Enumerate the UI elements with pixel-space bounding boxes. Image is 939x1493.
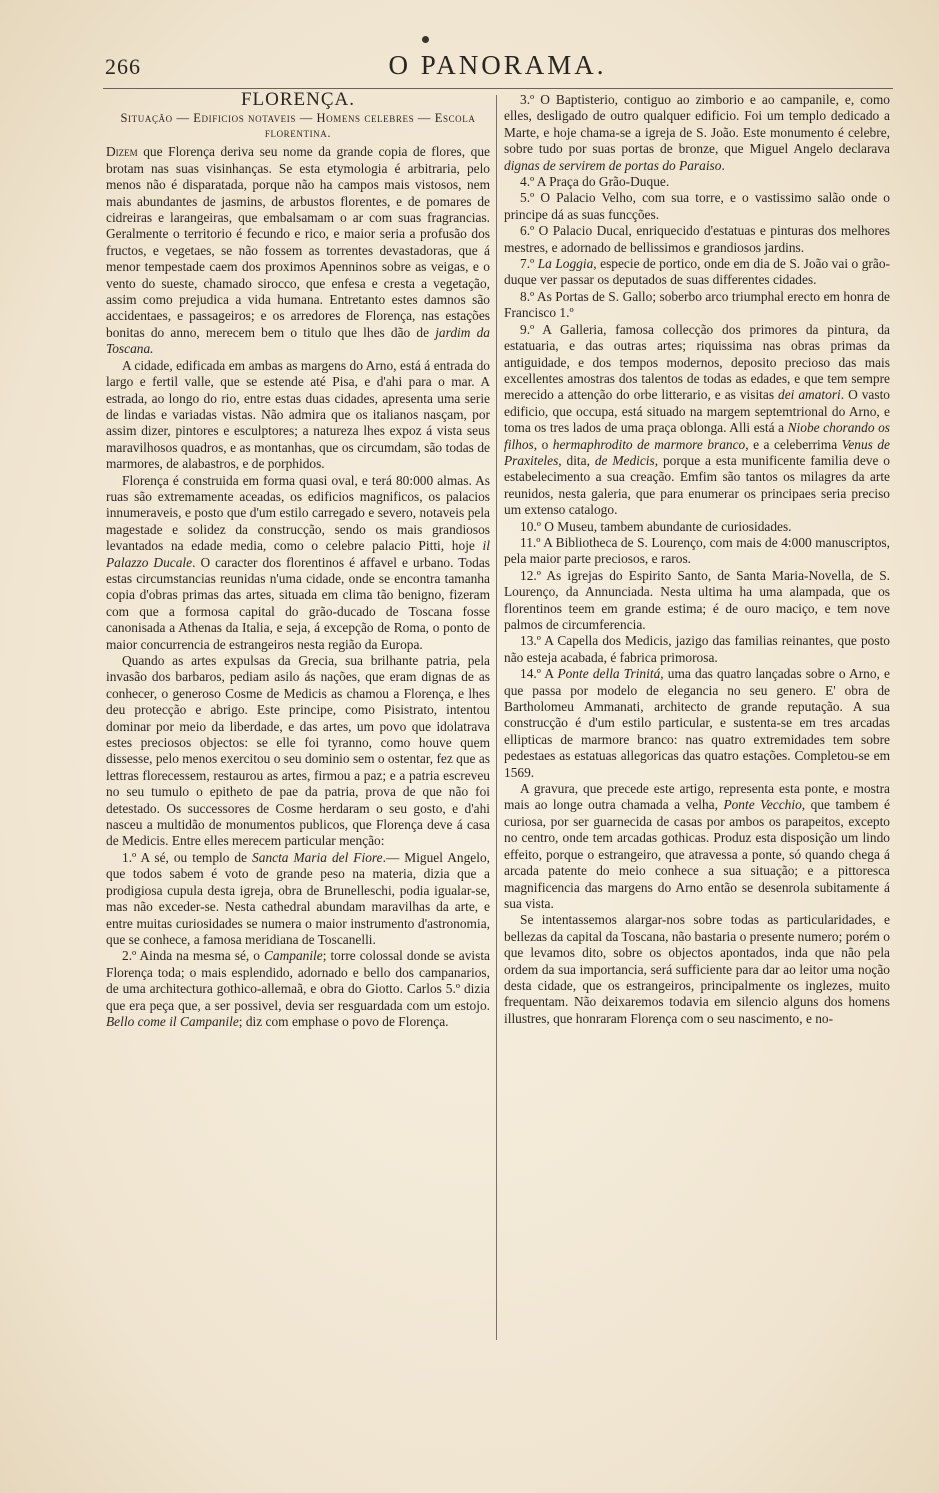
paragraph: 11.º A Bibliotheca de S. Lourenço, com mais de 4:000 manuscriptos, pela maior parte preciosos, e raros. (504, 534, 890, 567)
column-divider (496, 95, 497, 1340)
paragraph: 10.º O Museu, tambem abundante de curiosidades. (520, 518, 792, 534)
journal-title: O PANORAMA. (388, 50, 607, 80)
paragraph: 6.º O Palacio Ducal, enriquecido d'estatuas e pinturas dos melhores mestres, e adornado de bellissimos e grandiosos jardins. (504, 223, 890, 255)
lead-word: Dizem (106, 144, 138, 160)
paragraph: A gravura, que precede este artigo, representa esta ponte, e mostra mais ao longe outra chamada a velha, Ponte Vecchio, que tambem é curiosa, por ser guarnecida de casas por ambos os parapeitos, excepto no centro, onde tem arcadas gothicas. Produz esta disposição um lindo effeito, porque o estrangeiro, que atravessa a ponte, só quando chega á arcada patente do meio conhece a sua situação; e a pittoresca magnificencia das margens do Arno então se desenrola subitamente á sua vista. (504, 781, 890, 911)
paragraph: 2.º Ainda na mesma sé, o Campanile; torre colossal donde se avista Florença toda; o mais esplendido, adornado e bello dos campanarios, de uma architectura gothico-allemaã, e obra do Giotto. Carlos 5.º dizia que era peça que, a ser possivel, devia ser resguardada com um estojo. Bello come il Campanile; diz com emphase o povo de Florença. (106, 948, 490, 1029)
paragraph: 14.º A Ponte della Trinitá, uma das quatro lançadas sobre o Arno, e que passa por modelo de elegancia no seu genero. E' obra de Bartholomeu Ammanati, architecto de grande reputação. A sua construcção é d'um estilo particular, e sustenta-se em tres arcadas ellipticas de marmore branco: nas quatro extremidades tem sobre pedestaes as estatuas allegoricas das quatro estações. Completou-se em 1569. (504, 666, 891, 780)
paragraph: Florença é construida em forma quasi oval, e terá 80:000 almas. As ruas são extremamente aceadas, os edificios magnificos, os palacios innumeraveis, e posto que d'um estilo carregado e severo, notaveis pela magestade e solidez da construcção, sendo os mais grandiosos levantados na edade media, como o celebre palacio Pitti, hoje il Palazzo Ducale. O caracter dos florentinos é affavel e urbano. Todas estas circumstancias reunidas n'uma cidade, onde se encontra tamanha copia d'obras primas das artes, situada em clima tão benigno, fizeram com que a formosa capital do grão-ducado de Toscana fosse canonisada a Athenas da Italia, e seja, á excepção de Roma, o ponto de maior concurrencia de estrangeiros nesta região da Europa. (106, 472, 490, 652)
article-title: FLORENÇA. (240, 89, 356, 110)
paragraph: 7.º La Loggia, especie de portico, onde em dia de S. João vai o grão-duque ver passar os deputados de suas differentes cidades. (504, 256, 890, 288)
header-rule (103, 88, 893, 89)
paragraph: 3.º O Baptisterio, contiguo ao zimborio e ao campanile, e, como elles, desligado de outro qualquer edificio. Foi um templo dedicado a Marte, e hoje chama-se a igreja de S. João. Este monumento é celebre, sobre tudo por suas portas de bronze, que Miguel Angelo declarava dignas de servirem de portas do Paraiso. (504, 92, 890, 173)
paragraph: Se intentassemos alargar-nos sobre todas as particularidades, e bellezas da capital da Toscana, não bastaria o presente numero; porém o que levamos dito, sobre os objectos apontados, inda que não pela ordem da sua importancia, será sufficiente para dar ao leitor uma noção desta cidade, que os estrangeiros, principalmente os inglezes, muito frequentam. Não deixaremos todavia em silencio alguns dos homens illustres, que honraram Florença com o seu nascimento, e no- (504, 912, 890, 1026)
left-column (106, 89, 490, 1030)
page-number: 266 (105, 54, 141, 79)
paragraph: 13.º A Capella dos Medicis, jazigo das familias reinantes, que posto não esteja acabada, é fabrica primorosa. (504, 633, 890, 665)
paragraph: 8.º As Portas de S. Gallo; soberbo arco triumphal erecto em honra de Francisco 1.º (504, 288, 890, 321)
paragraph: 1.º A sé, ou templo de Sancta Maria del Fiore.— Miguel Angelo, que todos sabem é voto de grande peso na materia, dizia que a prodigiosa cupula desta igreja, obra de Brunelleschi, podia igualar-se, mas não exceder-se. Nesta cathedral abundam maravilhas da arte, e entre muitas curiosidades se numera o maior instrumento d'astronomia, que se conhece, a famosa meridiana de Toscanelli. (106, 849, 490, 947)
paragraph: 9.º A Galleria, famosa collecção dos primores da pintura, da estatuaria, e das outras artes; riquissima nas obras primas da antiguidade, e dos tempos modernos, deposito precioso das mais excellentes amostras dos talentos de todas as edades, e que tem sempre merecido a attenção do orbe litterario, e as visitas dei amatori. O vasto edificio, que occupa, está situado na margem septemtrional do Arno, e toma os tres lados de uma praça oblonga. Alli está a Niobe chorando os filhos, o hermaphrodito de marmore branco, e a celeberrima Venus de Praxiteles, dita, de Medicis, porque a esta munificente familia deve o estabelecimento a sua creação. Emfim são tantos os milagres da arte reunidos, nesta galeria, que para enumerar os principaes seria preciso um extenso catalogo. (504, 321, 890, 518)
paragraph: 5.º O Palacio Velho, com sua torre, e o vastissimo salão onde o principe dá as suas funcções. (504, 190, 890, 222)
paragraph: Dizem que Florença deriva seu nome da grande copia de flores, que brotam nas suas visinhanças. Se esta etymologia é arbitraria, pelo menos não é disparatada, porque não ha campos mais vistosos, nem mais abundantes de jasmins, de arbustos florentes, e de pomares de cidreiras e larangeiras, que embalsamam o ar com suas fragrancias. Geralmente o territorio é fecundo e rico, e maior seria a profusão dos fructos, e vegetaes, se não fossem as torrentes devastadoras, que á menor tempestade caem dos proximos Apenninos sobre as veigas, e o vento do sueste, chamado sirocco, que enfesa e cresta a vegetação, assim como prejudica a vida humana. Entretanto estes damnos são accidentaes, e passageiros; e os arredores de Florença, nas estações bonitas do anno, merecem bem o titulo que lhes dão de jardim da Toscana. (106, 144, 490, 357)
paragraph: Quando as artes expulsas da Grecia, sua brilhante patria, pela invasão dos barbaros, pediam asilo ás nações, que eram dignas de as conhecer, o generoso Cosme de Medicis as chamou a Florença, e lhes deu protecção e abrigo. Este principe, como Pisistrato, intentou dominar por meio da liberdade, e das artes, um povo que idolatrava estes preciosos objectos: se elle foi tyranno, como houve quem dissesse, pelo menos exercitou o seu dominio sem o ostentar, fez que as lettras florecessem, restaurou as artes, firmou a paz; e a patria escreveu no seu tumulo o epitheto de pae da patria, prova de que não foi detestado. Os successores de Cosme herdaram o seu gosto, e d'ahi nasceu a multidão de monumentos publicos, que Florença deve á casa de Medicis. Entre elles merecem particular menção: (106, 653, 490, 849)
right-column (504, 92, 890, 1027)
paragraph: 12.º As igrejas do Espirito Santo, de Santa Maria-Novella, de S. Lourenço, da Annunciada. Nesta ultima ha uma alampada, que os florentinos teem em grande estima; é de ouro maciço, e tem nove palmos de circumferencia. (504, 567, 890, 632)
article-subtitle: Situação — Edificios notaveis — Homens celebres — Escola florentina. (120, 111, 476, 141)
page-header (105, 50, 890, 86)
paragraph: A cidade, edificada em ambas as margens do Arno, está á entrada do largo e fertil valle, que se estende até Pisa, e d'ahi para o mar. A estrada, ao longo do rio, entre estas duas cidades, apresenta uma serie de lindas e variadas vistas. Não admira que os italianos nasçam, por assim dizer, pintores e esculptores; a natureza lhes expoz á vista seus maravilhosos quadros, e as montanhas, que os circumdam, são todas de marmores, de alabastros, e de porphidos. (106, 357, 490, 472)
paragraph: 4.º A Praça do Grão-Duque. (520, 174, 670, 190)
header-dot (422, 36, 429, 43)
